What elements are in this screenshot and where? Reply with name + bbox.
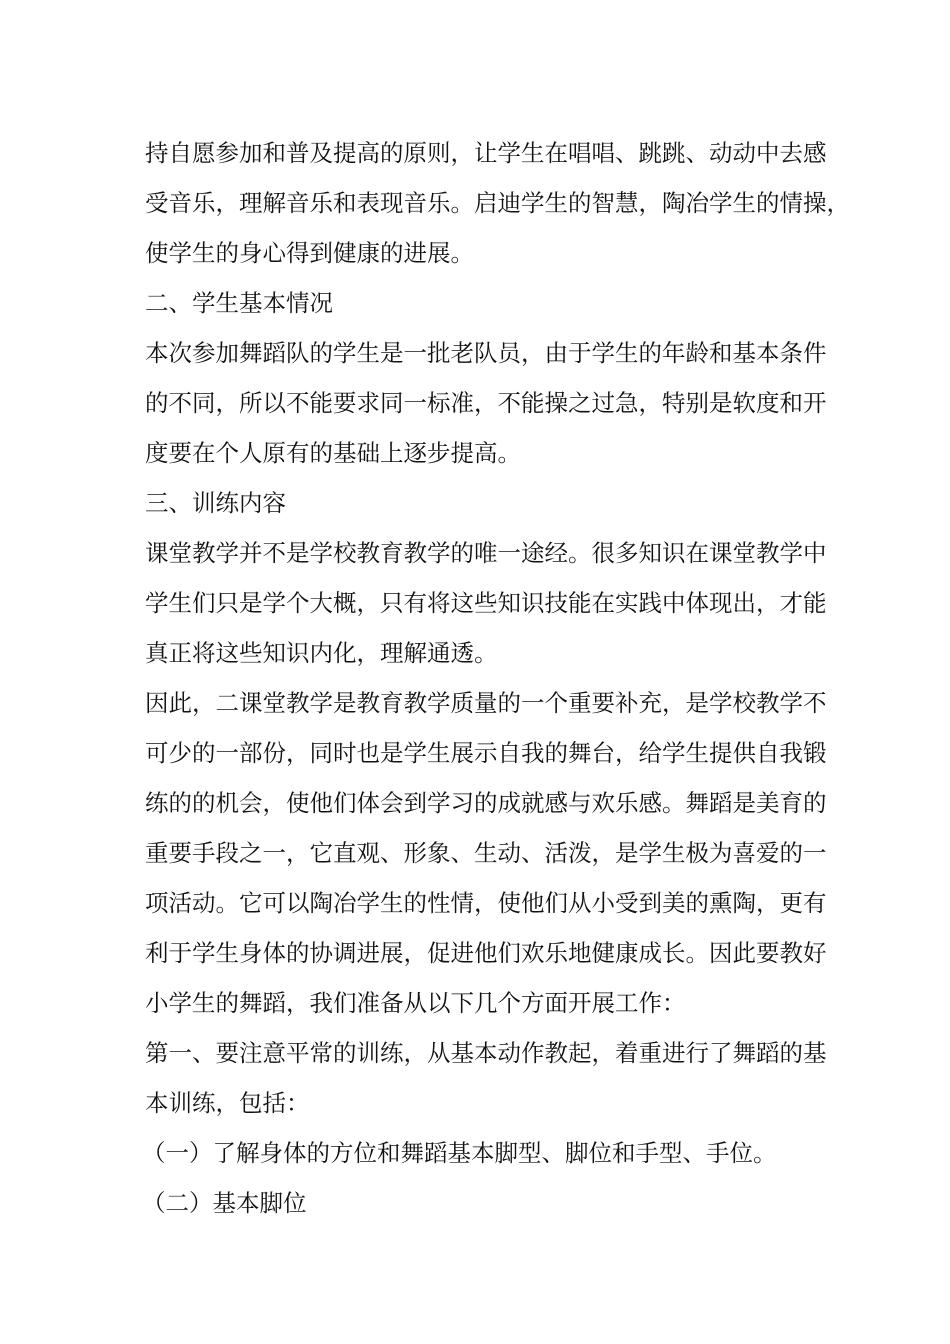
paragraph-line: 持自愿参加和普及提高的原则，让学生在唱唱、跳跳、动动中去感: [145, 139, 827, 167]
list-item-basic-foot-position: （二）基本脚位: [142, 1189, 307, 1217]
paragraph-line: 受音乐，理解音乐和表现音乐。启迪学生的智慧，陶冶学生的情操，: [145, 189, 850, 217]
paragraph-line: 本训练，包括：: [145, 1089, 310, 1117]
paragraph-line: 项活动。它可以陶冶学生的性情，使他们从小受到美的熏陶，更有: [145, 889, 827, 917]
paragraph-line: 第一、要注意平常的训练，从基本动作教起，着重进行了舞蹈的基: [145, 1039, 827, 1067]
list-item-body-orientation: （一）了解身体的方位和舞蹈基本脚型、脚位和手型、手位。: [142, 1139, 777, 1167]
paragraph-line: 课堂教学并不是学校教育教学的唯一途经。很多知识在课堂教学中: [145, 539, 827, 567]
paragraph-line: 本次参加舞蹈队的学生是一批老队员，由于学生的年龄和基本条件: [145, 339, 827, 367]
paragraph-line: 重要手段之一，它直观、形象、生动、活泼，是学生极为喜爱的一: [145, 839, 827, 867]
document-body: [142, 128, 850, 1228]
paragraph-line: 可少的一部份，同时也是学生展示自我的舞台，给学生提供自我锻: [145, 739, 827, 767]
paragraph-line: 因此，二课堂教学是教育教学质量的一个重要补充，是学校教学不: [145, 689, 827, 717]
paragraph-line: 使学生的身心得到健康的进展。: [145, 239, 474, 267]
paragraph-line: 利于学生身体的协调进展，促进他们欢乐地健康成长。因此要教好: [145, 939, 827, 967]
section-heading-student-situation: 二、学生基本情况: [145, 289, 333, 317]
paragraph-line: 练的的机会，使他们体会到学习的成就感与欢乐感。舞蹈是美育的: [145, 789, 827, 817]
paragraph-line: 真正将这些知识内化，理解通透。: [145, 639, 498, 667]
paragraph-line: 小学生的舞蹈，我们准备从以下几个方面开展工作：: [145, 989, 686, 1017]
paragraph-line: 的不同，所以不能要求同一标准，不能操之过急，特别是软度和开: [145, 389, 827, 417]
section-heading-training-content: 三、训练内容: [145, 489, 286, 517]
paragraph-line: 度要在个人原有的基础上逐步提高。: [145, 439, 521, 467]
paragraph-line: 学生们只是学个大概，只有将这些知识技能在实践中体现出，才能: [145, 589, 827, 617]
